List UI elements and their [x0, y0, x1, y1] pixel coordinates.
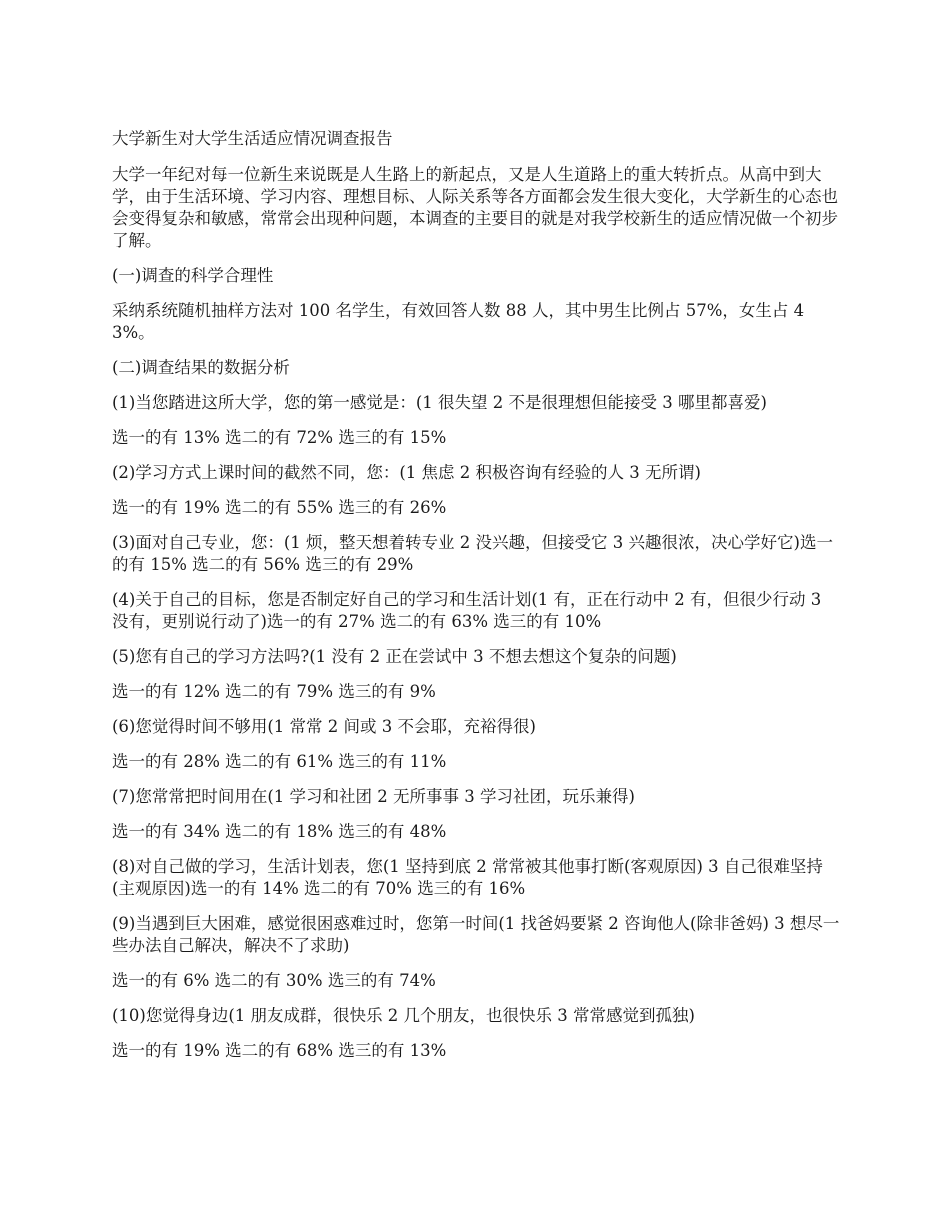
- question-paragraph: (8)对自己做的学习，生活计划表，您(1 坚持到底 2 常常被其他事打断(客观原因) 3 自己很难坚持(主观原因)选一的有 14% 选二的有 70% 选三的有 16%: [112, 857, 823, 898]
- question-paragraph: (4)关于自己的目标，您是否制定好自己的学习和生活计划(1 有，正在行动中 2 有，但很少行动 3 没有，更别说行动了)选一的有 27% 选二的有 63% 选三的有 10%: [112, 590, 822, 631]
- question-paragraph: (3)面对自己专业，您：(1 烦，整天想着转专业 2 没兴趣，但接受它 3 兴趣很浓，决心学好它)选一的有 15% 选二的有 56% 选三的有 29%: [112, 533, 833, 574]
- question-paragraph: (9)当遇到巨大困难，感觉很困惑难过时，您第一时间(1 找爸妈要紧 2 咨询他人(除非爸妈) 3 想尽一些办法自己解决，解决不了求助): [112, 914, 840, 955]
- intro-paragraph: 大学一年纪对每一位新生来说既是人生路上的新起点，又是人生道路上的重大转折点。从高中到大学，由于生活环境、学习内容、理想目标、人际关系等各方面都会发生很大变化，大学新生的心态也会变得复杂和敏感，常常会出现种问题，本调查的主要目的就是对我学校新生的适应情况做一个初步了解。: [112, 165, 838, 250]
- result-paragraph: 选一的有 28% 选二的有 61% 选三的有 11%: [112, 752, 447, 771]
- result-paragraph: 选一的有 34% 选二的有 18% 选三的有 48%: [112, 822, 447, 841]
- result-paragraph: 选一的有 19% 选二的有 55% 选三的有 26%: [112, 498, 447, 517]
- question-paragraph: (5)您有自己的学习方法吗?(1 没有 2 正在尝试中 3 不想去想这个复杂的问题): [112, 647, 677, 666]
- result-paragraph: 选一的有 19% 选二的有 68% 选三的有 13%: [112, 1041, 447, 1060]
- question-paragraph: (6)您觉得时间不够用(1 常常 2 间或 3 不会耶，充裕得很): [112, 717, 536, 736]
- section-heading: (一)调查的科学合理性: [112, 266, 274, 285]
- question-paragraph: (1)当您踏进这所大学，您的第一感觉是：(1 很失望 2 不是很理想但能接受 3 哪里都喜爱): [112, 393, 767, 412]
- section-body: 采纳系统随机抽样方法对 100 名学生，有效回答人数 88 人，其中男生比例占 57%，女生占 43%。: [112, 301, 805, 342]
- question-paragraph: (10)您觉得身边(1 朋友成群，很快乐 2 几个朋友，也很快乐 3 常常感觉到孤独): [112, 1006, 695, 1025]
- document-page: [112, 128, 840, 1075]
- result-paragraph: 选一的有 12% 选二的有 79% 选三的有 9%: [112, 682, 436, 701]
- result-paragraph: 选一的有 13% 选二的有 72% 选三的有 15%: [112, 428, 447, 447]
- document-title: 大学新生对大学生活适应情况调查报告: [112, 129, 393, 148]
- question-paragraph: (7)您常常把时间用在(1 学习和社团 2 无所事事 3 学习社团，玩乐兼得): [112, 787, 635, 806]
- question-paragraph: (2)学习方式上课时间的截然不同，您：(1 焦虑 2 积极咨询有经验的人 3 无所谓): [112, 463, 701, 482]
- result-paragraph: 选一的有 6% 选二的有 30% 选三的有 74%: [112, 971, 436, 990]
- section-heading: (二)调查结果的数据分析: [112, 358, 290, 377]
